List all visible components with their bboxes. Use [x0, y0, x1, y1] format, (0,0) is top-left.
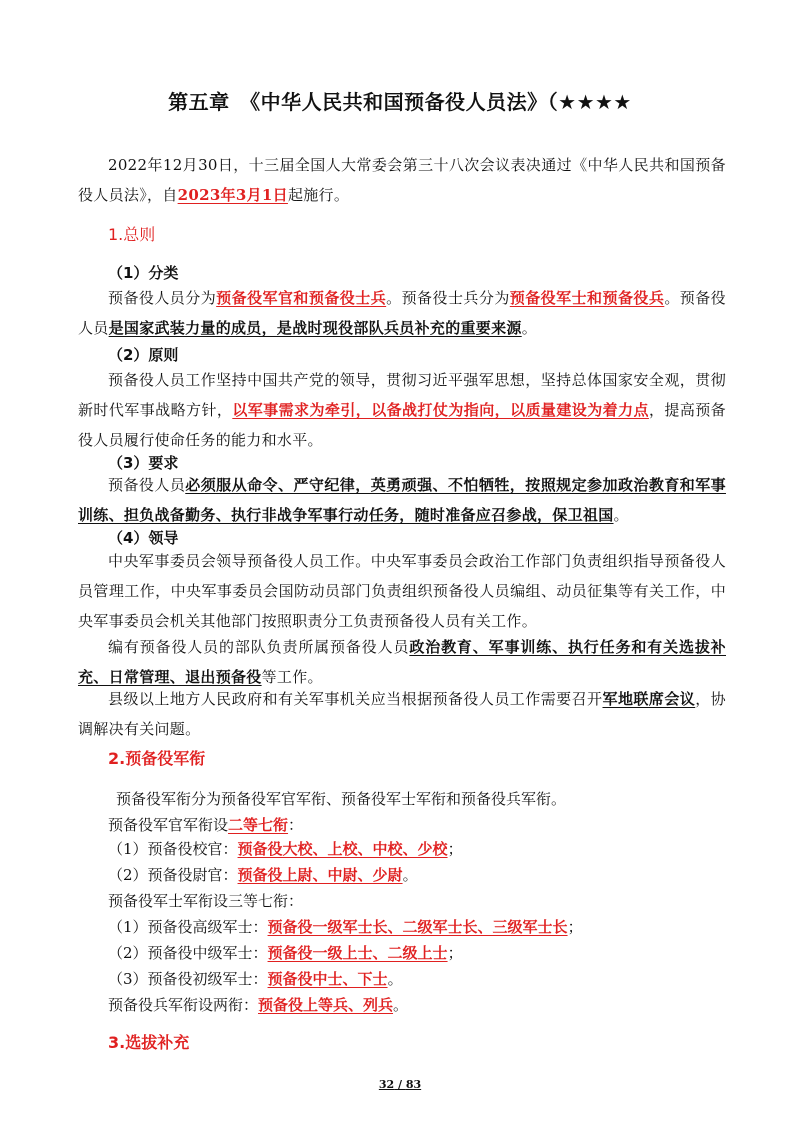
classification-paragraph — [78, 283, 726, 343]
text: （3）预备役初级军士： — [108, 970, 268, 988]
highlight-officer-grades: 二等七衔 — [228, 816, 289, 834]
chapter-title: 第五章 《中华人民共和国预备役人员法》（★★★★ — [168, 90, 632, 114]
principle-paragraph — [78, 365, 726, 455]
highlight-joint-meeting: 军地联席会议 — [602, 690, 696, 708]
subsection-classification: （1）分类 — [108, 264, 179, 282]
text: 。 — [613, 506, 629, 524]
highlight-company-officers: 预备役上尉、中尉、少尉 — [237, 866, 403, 884]
highlight-unit-duties: 政治教育、军事训练、执行任务和有关选拔补充、日常管理、退出预备役 — [78, 638, 726, 686]
text: 。 — [402, 866, 418, 884]
text: ，协调解决有关问题。 — [78, 690, 726, 738]
text: ； — [447, 840, 463, 858]
highlight-sergeant-soldier: 预备役军士和预备役兵 — [509, 289, 665, 307]
officer-rank-line — [108, 814, 303, 835]
requirements-paragraph — [78, 470, 726, 530]
sergeant-rank-line: 预备役军士军衔设三等七衔： — [108, 892, 304, 910]
highlight-junior-sergeants: 预备役中士、下士 — [267, 970, 388, 988]
text: ； — [567, 918, 583, 936]
senior-sergeant-line — [108, 916, 583, 937]
highlight-principle: 以军事需求为牵引，以备战打仗为指向，以质量建设为着力点 — [232, 401, 649, 419]
text: 编有预备役人员的部队负责所属预备役人员 — [108, 638, 410, 656]
soldier-rank-line — [108, 994, 408, 1015]
subsection-requirements: （3）要求 — [108, 454, 179, 472]
highlight-requirements: 必须服从命令、严守纪律，英勇顽强、不怕牺牲，按照规定参加政治教育和军事训练、担负战备勤务、执行非战争军事行动任务，随时准备应召参战，保卫祖国 — [78, 476, 726, 524]
text: 。 — [393, 996, 409, 1014]
leadership-paragraph-3 — [78, 684, 726, 744]
highlight-armed-forces-member: 是国家武装力量的成员，是战时现役部队兵员补充的重要来源 — [108, 319, 522, 337]
intermediate-sergeant-line — [108, 942, 463, 963]
text: （2）预备役尉官： — [108, 866, 238, 884]
rank-overview: 预备役军衔分为预备役军官军衔、预备役军士军衔和预备役兵军衔。 — [116, 790, 567, 808]
subsection-principle: （2）原则 — [108, 346, 179, 364]
page-separator: / — [394, 1078, 406, 1091]
highlight-senior-sergeants: 预备役一级军士长、二级军士长、三级军士长 — [267, 918, 568, 936]
text: ； — [447, 944, 463, 962]
text: 。预备役士兵分为 — [386, 289, 510, 307]
field-officer-line — [108, 838, 463, 859]
leadership-paragraph-2 — [78, 632, 726, 692]
text: ，提高预备役人员履行使命任务的能力和水平。 — [78, 401, 726, 449]
section-3-heading: 3.选拔补充 — [108, 1033, 190, 1052]
text: 预备役人员 — [108, 476, 186, 494]
company-officer-line — [108, 864, 418, 885]
intro-text-end: 起施行。 — [287, 186, 350, 204]
text: 。 — [387, 970, 403, 988]
text: （1）预备役高级军士： — [108, 918, 268, 936]
effective-date: 2023年3月1日 — [177, 186, 288, 204]
text: 县级以上地方人民政府和有关军事机关应当根据预备役人员工作需要召开 — [108, 690, 603, 708]
text: （1）预备役校官： — [108, 840, 238, 858]
text: 预备役人员工作坚持中国共产党的领导，贯彻习近平强军思想，坚持总体国家安全观，贯彻新时代军事战略方针， — [78, 371, 726, 419]
text: ： — [288, 816, 304, 834]
highlight-soldier-ranks: 预备役上等兵、列兵 — [258, 996, 394, 1014]
junior-sergeant-line — [108, 968, 403, 989]
total-pages: 83 — [405, 1078, 422, 1091]
highlight-officer-soldier: 预备役军官和预备役士兵 — [216, 289, 387, 307]
intro-text: 2022年12月30日，十三届全国人大常委会第三十八次会议表决通过《中华人民共和国预备役人员法》，自 — [78, 156, 726, 204]
section-1-heading: 1.总则 — [108, 225, 156, 244]
text: 等工作。 — [261, 668, 323, 686]
text: 预备役兵军衔设两衔： — [108, 996, 259, 1014]
leadership-paragraph-1: 中央军事委员会领导预备役人员工作。中央军事委员会政治工作部门负责组织指导预备役人员管理工作，中央军事委员会国防动员部门负责组织预备役人员编组、动员征集等有关工作，中央军事委员会机关其他部门按照职责分工负责预备役人员有关工作。 — [78, 552, 726, 630]
text: （2）预备役中级军士： — [108, 944, 268, 962]
text: 预备役军官军衔设 — [108, 816, 229, 834]
text: 。 — [521, 319, 538, 337]
text: 。预备役人员 — [78, 289, 726, 337]
intro-paragraph — [78, 150, 726, 210]
current-page: 32 — [378, 1078, 395, 1091]
text: 预备役人员分为 — [108, 289, 217, 307]
section-2-heading: 2.预备役军衔 — [108, 749, 206, 768]
highlight-intermediate-sergeants: 预备役一级上士、二级上士 — [267, 944, 448, 962]
page-number — [0, 1078, 800, 1091]
highlight-field-officers: 预备役大校、上校、中校、少校 — [237, 840, 448, 858]
subsection-leadership: （4）领导 — [108, 529, 179, 547]
